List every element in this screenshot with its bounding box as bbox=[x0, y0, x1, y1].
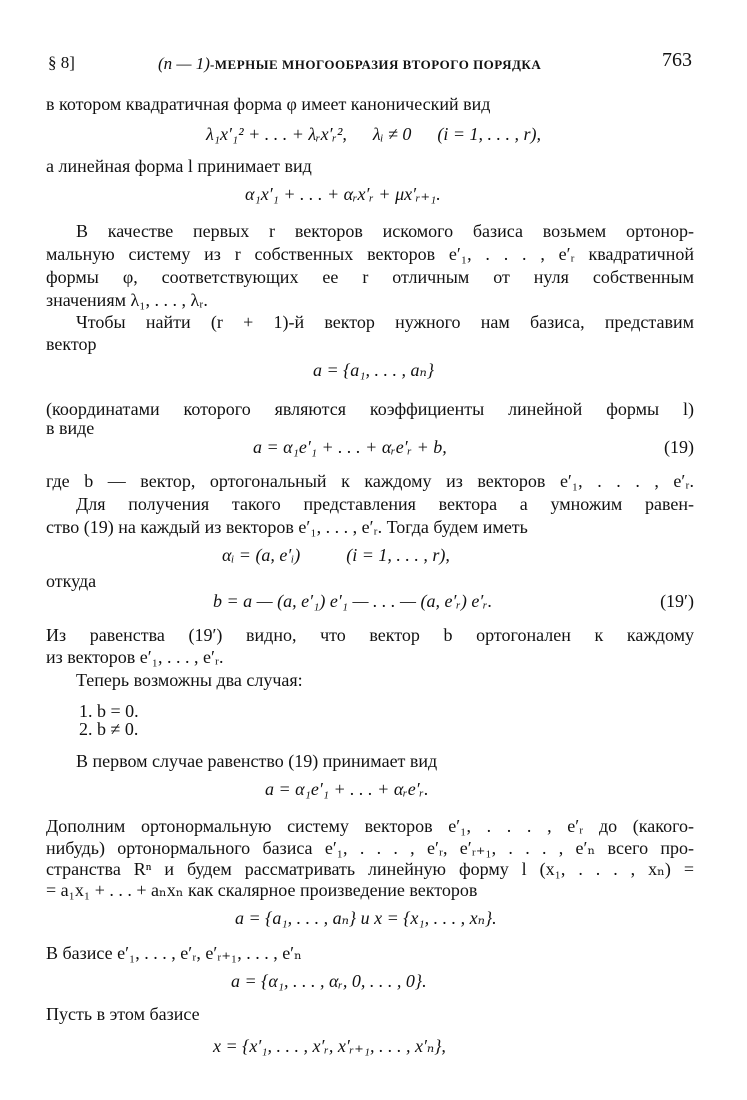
equation-vector-a: a = {a₁, . . . , aₙ} bbox=[312, 360, 435, 380]
paragraph-line: мальную систему из r собственных векторов e′₁, . . . , e′ᵣ квадратичной bbox=[46, 244, 694, 264]
paragraph-line: формы φ, соответствующих ее r отличным от нуля собственным bbox=[46, 267, 694, 287]
paragraph-line: Теперь возможны два случая: bbox=[76, 670, 303, 690]
paragraph-line: = a₁x₁ + . . . + aₙxₙ как скалярное произведение векторов bbox=[46, 880, 478, 900]
text-line: в котором квадратичная форма φ имеет канонический вид bbox=[46, 94, 491, 114]
equation-part: (i = 1, . . . , r), bbox=[437, 124, 542, 144]
paragraph-line: в виде bbox=[46, 418, 95, 438]
paragraph-line: нибудь) ортонормального базиса e′₁, . . . , e′ᵣ, e′ᵣ₊₁, . . . , e′ₙ всего про- bbox=[46, 838, 694, 858]
paragraph-line: где b — вектор, ортогональный к каждому из векторов e′₁, . . . , e′ᵣ. bbox=[46, 471, 694, 491]
equation-number: (19′) bbox=[660, 591, 694, 611]
case-item: 1. b = 0. bbox=[79, 701, 139, 721]
paragraph-line: Из равенства (19′) видно, что вектор b ортогонален к каждому bbox=[46, 625, 694, 645]
equation-alpha bbox=[222, 544, 450, 566]
running-title bbox=[158, 52, 541, 76]
equation-quadratic-form bbox=[0, 123, 747, 145]
paragraph-line: Дополним ортонормальную систему векторов e′₁, . . . , e′ᵣ до (какого- bbox=[46, 816, 694, 836]
text-line: откуда bbox=[46, 571, 97, 591]
equation-19: a = α₁e′₁ + . . . + αᵣe′ᵣ + b, bbox=[253, 437, 447, 457]
equation-linear-form: α₁x′₁ + . . . + αᵣx′ᵣ + μx′ᵣ₊₁. bbox=[245, 184, 441, 204]
text-line: а линейная форма l принимает вид bbox=[46, 156, 312, 176]
equation-part: λ₁x′₁² + . . . + λᵣx′ᵣ², bbox=[205, 124, 347, 144]
page-number: 763 bbox=[662, 49, 692, 71]
paragraph-line: Чтобы найти (r + 1)-й вектор нужного нам базиса, представим bbox=[76, 312, 694, 332]
equation-x-basis: x = {x′₁, . . . , x′ᵣ, x′ᵣ₊₁, . . . , x′ₙ}, bbox=[213, 1036, 446, 1056]
paragraph-line: Пусть в этом базисе bbox=[46, 1004, 200, 1024]
equation-a-basis: a = {α₁, . . . , αᵣ, 0, . . . , 0}. bbox=[231, 971, 427, 991]
running-title-text: -МЕРНЫЕ МНОГООБРАЗИЯ ВТОРОГО ПОРЯДКА bbox=[209, 57, 542, 72]
paragraph-line: (координатами которого являются коэффициенты линейной формы l) bbox=[46, 399, 694, 419]
paragraph-line: Для получения такого представления вектора a умножим равен- bbox=[76, 494, 694, 514]
equation-number: (19) bbox=[664, 437, 694, 457]
running-title-math: (n — 1) bbox=[158, 54, 210, 73]
equation-part: λᵢ ≠ 0 bbox=[372, 124, 412, 144]
equation-case-1: a = α₁e′₁ + . . . + αᵣe′ᵣ. bbox=[265, 779, 429, 799]
equation-19p: b = a — (a, e′₁) e′₁ — . . . — (a, e′ᵣ) e′ᵣ. bbox=[213, 591, 493, 611]
paragraph-line: ство (19) на каждый из векторов e′₁, . . . , e′ᵣ. Тогда будем иметь bbox=[46, 517, 528, 537]
case-item: 2. b ≠ 0. bbox=[79, 719, 139, 739]
paragraph-line: странства Rⁿ и будем рассматривать линейную форму l (x₁, . . . , xₙ) = bbox=[46, 859, 694, 879]
equation-part: αᵢ = (a, e′ᵢ) bbox=[222, 545, 301, 565]
paragraph-line: из векторов e′₁, . . . , e′ᵣ. bbox=[46, 647, 224, 667]
section-marker: § 8] bbox=[48, 53, 75, 72]
paragraph-line: В базисе e′₁, . . . , e′ᵣ, e′ᵣ₊₁, . . . , e′ₙ bbox=[46, 943, 302, 963]
equation-part: (i = 1, . . . , r), bbox=[346, 545, 450, 565]
equation-vectors: a = {a₁, . . . , aₙ} и x = {x₁, . . . , xₙ}. bbox=[235, 908, 497, 928]
paragraph-line: В качестве первых r векторов искомого базиса возьмем ортонор- bbox=[76, 221, 694, 241]
paragraph-line: значениям λ₁, . . . , λᵣ. bbox=[46, 290, 208, 310]
paragraph-line: вектор bbox=[46, 334, 97, 354]
paragraph-line: В первом случае равенство (19) принимает вид bbox=[76, 751, 438, 771]
